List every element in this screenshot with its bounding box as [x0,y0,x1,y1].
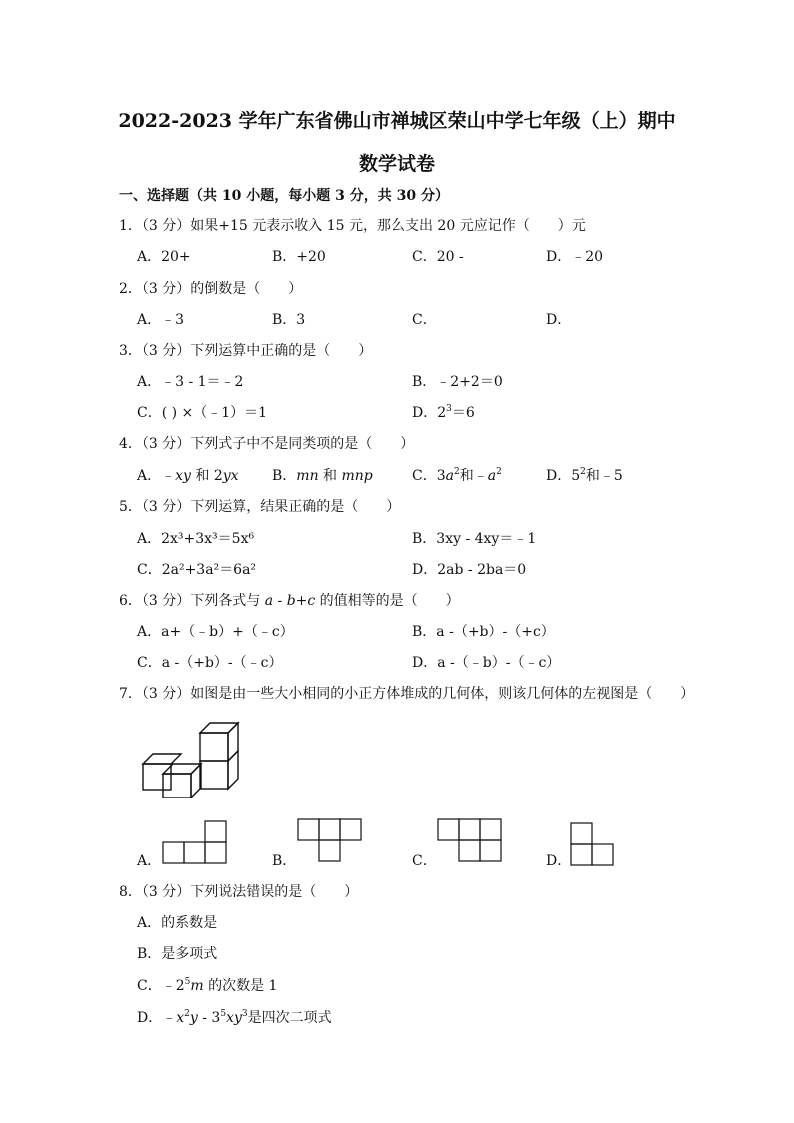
q1-option-d: D．﹣20 [546,249,604,265]
q2-option-d: D． [546,312,572,328]
q6-option-a: A．a+（﹣b）+（﹣c） [137,624,294,640]
q2-option-c: C． [412,312,437,328]
q7-option-b-figure [296,818,364,862]
q2-option-b: B．3 [272,312,306,328]
q7-option-c-figure [436,818,504,862]
q8-stem: 8．（3 分）下列说法错误的是（ ） [119,884,359,900]
q1-stem: 1．（3 分）如果+15 元表示收入 15 元，那么支出 20 元应记作（ ）元 [119,218,586,234]
q1-option-b: B．+20 [272,249,326,265]
q7-option-a: A． [137,853,162,869]
q4-option-d: D．$5^2$和﹣5 [546,467,623,484]
q3-option-c: C．( ) ×（﹣1）＝1 [137,405,268,421]
q7-option-a-figure [161,820,229,864]
exam-title-line2: 数学试卷 [358,153,435,175]
q7-stem: 7．（3 分）如图是由一些大小相同的小正方体堆成的几何体，则该几何体的左视图是（ ） [119,686,695,702]
q4-option-b: B．mn 和 mnp [272,468,373,484]
q3-option-d: D．$2^3=6$ [412,404,475,421]
q3-option-b: B．﹣2+2＝0 [412,374,503,390]
q5-option-a: A．2x³+3x³＝5x⁶ [137,531,255,547]
q5-option-b: B．3xy - 4xy＝﹣1 [412,531,537,547]
q3-stem: 3．（3 分）下列运算中正确的是（ ） [119,343,373,359]
q5-option-c: C．2a²+3a²＝6a² [137,562,257,578]
q7-cube-stack-figure [135,718,245,798]
q7-option-b: B． [272,853,297,869]
q6-option-b: B．a -（+b）-（+c） [412,624,555,640]
q6-stem: 6．（3 分）下列各式与 a - b+c 的值相等的是（ ） [119,593,460,609]
q4-option-a: A．﹣xy 和 2yx [137,468,239,484]
q7-option-d: D． [546,853,572,869]
q1-option-a: A．20+ [137,249,191,265]
q8-option-b: B．是多项式 [137,946,218,962]
q2-stem: 2．（3 分）的倒数是（ ） [119,281,303,297]
q4-stem: 4．（3 分）下列式子中不是同类项的是（ ） [119,436,415,452]
q6-option-d: D．a -（﹣b）-（﹣c） [412,655,561,671]
q6-option-c: C．a -（+b）-（﹣c） [137,655,283,671]
section-heading: 一、选择题（共 10 小题，每小题 3 分，共 30 分） [119,188,449,204]
q8-option-c: C．$﹣2^5m$ 的次数是 1 [137,977,278,994]
q1-option-c: C．20 - [412,249,464,265]
q5-stem: 5．（3 分）下列运算，结果正确的是（ ） [119,499,401,515]
exam-title-line1: 2022-2023 学年广东省佛山市禅城区荣山中学七年级（上）期中 [118,110,676,132]
q7-option-c: C． [412,853,437,869]
q5-option-d: D．2ab - 2ba＝0 [412,562,527,578]
q8-option-d: D．$﹣x^2y - 3^5xy^3$是四次二项式 [137,1009,332,1026]
q4-option-c: C．$3a^2$和$﹣a^2$ [412,467,502,484]
q7-option-d-figure [569,822,617,866]
q8-option-a: A．的系数是 [137,915,218,931]
q3-option-a: A．﹣3 - 1＝﹣2 [137,374,244,390]
q2-option-a: A．﹣3 [137,312,185,328]
